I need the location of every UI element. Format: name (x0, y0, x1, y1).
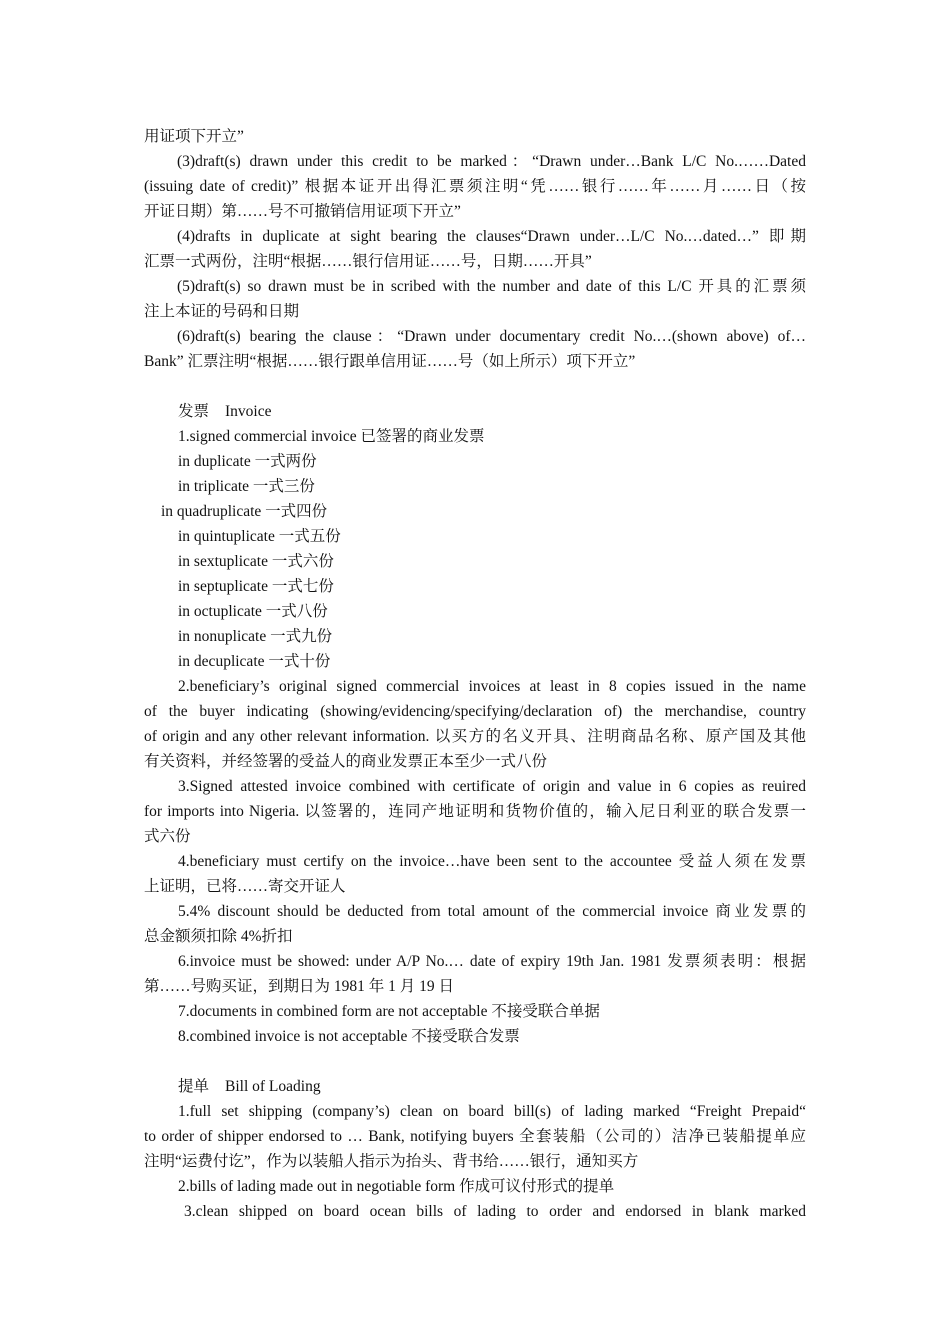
bill-item-3: 3.clean shipped on board ocean bills of lading to order and endorsed in blank marked (184, 1203, 806, 1220)
invoice-item-3-line: for imports into Nigeria. 以签署的，连同产地证明和货物价值的，输入尼日利亚的联合发票一 (144, 803, 806, 820)
copies-item: in quintuplicate 一式五份 (178, 528, 341, 545)
invoice-item-1: 1.signed commercial invoice 已签署的商业发票 (178, 428, 485, 445)
text-line: (6)draft(s) bearing the clause：“Drawn under documentary credit No.…(shown above) of… (177, 328, 806, 345)
text-line: 开证日期）第……号不可撤销信用证项下开立” (144, 203, 461, 220)
invoice-item-4-line: 4.beneficiary must certify on the invoice…have been sent to the accountee 受益人须在发票 (178, 853, 806, 870)
bill-item-1-line: to order of shipper endorsed to … Bank, notifying buyers 全套装船（公司的）洁净已装船提单应 (144, 1128, 806, 1145)
invoice-item-5-line: 总金额须扣除 4%折扣 (144, 928, 293, 945)
section-heading-invoice (144, 399, 806, 424)
heading-cn: 发票 (178, 403, 210, 420)
copies-item: in quadruplicate 一式四份 (161, 503, 328, 520)
invoice-item-4-line: 上证明，已将……寄交开证人 (144, 878, 346, 895)
text-line: 注上本证的号码和日期 (144, 303, 300, 320)
bill-item-1-line: 1.full set shipping (company’s) clean on board bill(s) of lading marked “Freight Prepaid“ (178, 1103, 806, 1120)
copies-item: in sextuplicate 一式六份 (178, 553, 334, 570)
text-line: (5)draft(s) so drawn must be in scribed with the number and date of this L/C 开具的汇票须 (177, 278, 806, 295)
heading-cn: 提单 (178, 1078, 210, 1095)
text-line: (issuing date of credit)” 根据本证开出得汇票须注明“凭……银行……年……月……日（按 (144, 178, 806, 195)
text-line: (3)draft(s) drawn under this credit to be marked：“Drawn under…Bank L/C No.……Dated (177, 153, 806, 170)
invoice-item-2-line: 有关资料，并经签署的受益人的商业发票正本至少一式八份 (144, 753, 548, 770)
copies-item: in octuplicate 一式八份 (178, 603, 328, 620)
text-line: 汇票一式两份，注明“根据……银行信用证……号，日期……开具” (144, 253, 592, 270)
blank-line (144, 1049, 806, 1074)
invoice-item-6-line: 6.invoice must be showed: under A/P No.… date of expiry 19th Jan. 1981 发票须表明：根据 (178, 953, 806, 970)
invoice-item-8: 8.combined invoice is not acceptable 不接受联合发票 (178, 1028, 520, 1045)
invoice-item-7: 7.documents in combined form are not acceptable 不接受联合单据 (178, 1003, 600, 1020)
invoice-item-2-line: 2.beneficiary’s original signed commercial invoices at least in 8 copies issued in the name (178, 678, 806, 695)
text-line: 用证项下开立” (144, 128, 244, 145)
bill-item-1-line: 注明“运费付讫”，作为以装船人指示为抬头、背书给……银行，通知买方 (144, 1153, 639, 1170)
copies-item: in septuplicate 一式七份 (178, 578, 334, 595)
text-line: (4)drafts in duplicate at sight bearing the clauses“Drawn under…L/C No.…dated…” 即期 (177, 228, 806, 245)
copies-item: in triplicate 一式三份 (178, 478, 315, 495)
copies-item: in decuplicate 一式十份 (178, 653, 331, 670)
heading-en: Invoice (225, 403, 272, 420)
blank-line (144, 374, 806, 399)
invoice-item-2-line: of origin and any other relevant information. 以买方的名义开具、注明商品名称、原产国及其他 (144, 728, 806, 745)
invoice-item-3-line: 式六份 (144, 828, 191, 845)
invoice-item-6-line: 第……号购买证，到期日为 1981 年 1 月 19 日 (144, 978, 455, 995)
section-heading-bill (144, 1074, 806, 1099)
document-page (144, 124, 806, 1224)
invoice-item-5-line: 5.4% discount should be deducted from total amount of the commercial invoice 商业发票的 (178, 903, 806, 920)
bill-item-2: 2.bills of lading made out in negotiable form 作成可议付形式的提单 (178, 1178, 615, 1195)
copies-item: in nonuplicate 一式九份 (178, 628, 333, 645)
text-line: Bank” 汇票注明“根据……银行跟单信用证……号（如上所示）项下开立” (144, 353, 636, 370)
copies-item: in duplicate 一式两份 (178, 453, 317, 470)
invoice-item-3-line: 3.Signed attested invoice combined with certificate of origin and value in 6 copies as reuired (178, 778, 806, 795)
invoice-item-2-line: of the buyer indicating (showing/evidencing/specifying/declaration of) the merchandise, country (144, 703, 806, 720)
heading-en: Bill of Loading (225, 1078, 321, 1095)
